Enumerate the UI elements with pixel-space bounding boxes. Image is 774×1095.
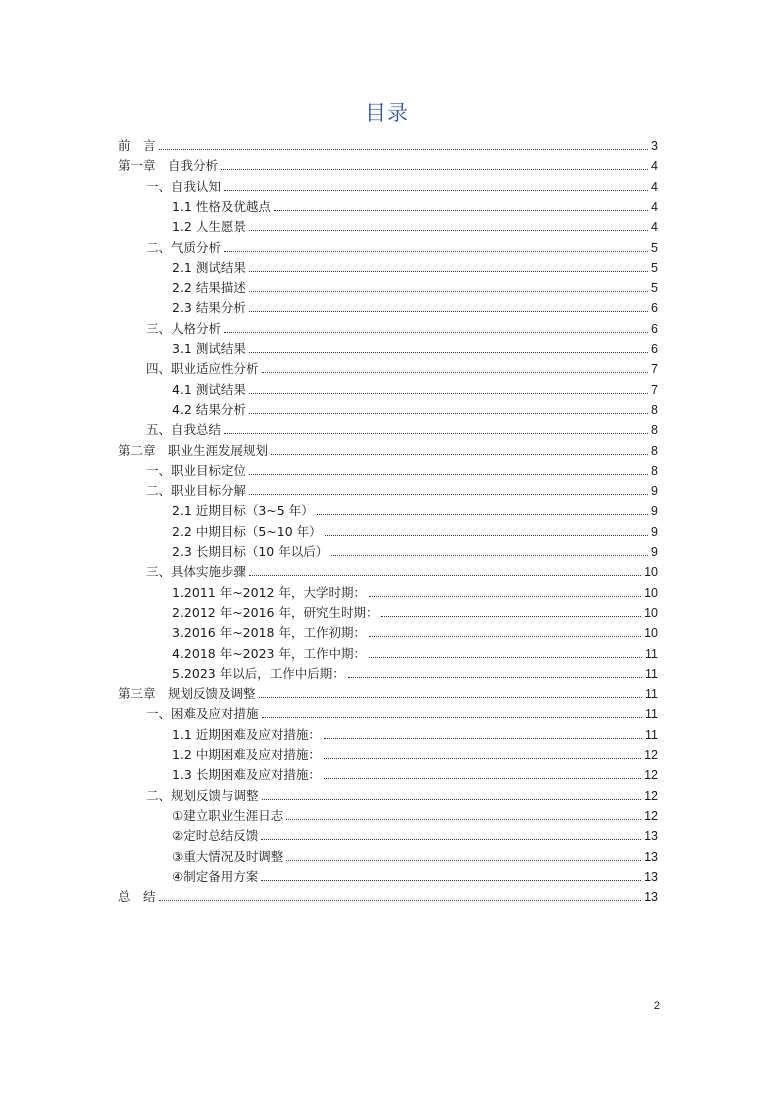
toc-entry[interactable]	[172, 804, 658, 824]
toc-entry-label: ④制定备用方案	[172, 868, 259, 884]
toc-entry-page: 6	[651, 321, 658, 336]
toc-leader-dots	[224, 251, 648, 252]
toc-leader-dots	[221, 169, 648, 170]
toc-entry[interactable]	[172, 540, 658, 560]
toc-leader-dots	[286, 860, 641, 861]
toc-leader-dots	[325, 535, 648, 536]
toc-entry[interactable]	[172, 520, 658, 540]
toc-entry-label: 总 结	[118, 889, 156, 905]
toc-leader-dots	[261, 839, 641, 840]
toc-entry-page: 4	[651, 199, 658, 214]
toc-entry[interactable]	[118, 439, 658, 459]
toc-entry[interactable]	[118, 134, 658, 154]
toc-entry-label: 五、自我总结	[146, 422, 222, 438]
toc-entry-label: 1.2 人生愿景	[172, 219, 246, 235]
toc-entry-page: 4	[651, 179, 658, 194]
toc-entry-page: 13	[644, 829, 658, 844]
toc-entry-page: 8	[651, 402, 658, 417]
toc-leader-dots	[262, 717, 643, 718]
toc-entry-page: 12	[644, 808, 658, 823]
toc-entry-page: 11	[645, 727, 658, 742]
toc-entry[interactable]	[172, 601, 658, 621]
toc-entry-label: 三、人格分析	[146, 320, 222, 336]
toc-entry-page: 5	[651, 281, 658, 296]
toc-entry-page: 5	[651, 260, 658, 275]
toc-entry-label: 5.2023 年以后，工作中后期：	[172, 665, 345, 681]
toc-entry[interactable]	[172, 743, 658, 763]
toc-entry-page: 8	[651, 423, 658, 438]
toc-entry-label: ③重大情况及时调整	[172, 848, 284, 864]
toc-entry-page: 5	[651, 240, 658, 255]
toc-leader-dots	[224, 332, 648, 333]
toc-entry[interactable]	[172, 824, 658, 844]
toc-leader-dots	[249, 494, 648, 495]
toc-entry-page: 11	[645, 646, 658, 661]
toc-leader-dots	[249, 575, 641, 576]
toc-entry-page: 4	[651, 220, 658, 235]
toc-entry[interactable]	[146, 702, 658, 722]
toc-leader-dots	[369, 596, 641, 597]
toc-entry[interactable]	[172, 398, 658, 418]
toc-entry[interactable]	[146, 236, 658, 256]
toc-entry-page: 3	[651, 139, 658, 153]
toc-leader-dots	[261, 880, 641, 881]
toc-entry[interactable]	[172, 642, 658, 662]
toc-title: 目录	[365, 101, 409, 125]
toc-entry[interactable]	[172, 378, 658, 398]
toc-leader-dots	[224, 190, 648, 191]
toc-leader-dots	[159, 900, 642, 901]
toc-leader-dots	[159, 149, 649, 150]
toc-entry-page: 12	[644, 748, 658, 762]
toc-entry[interactable]	[146, 317, 658, 337]
toc-leader-dots	[381, 616, 641, 617]
toc-leader-dots	[249, 291, 648, 292]
toc-entry[interactable]	[146, 175, 658, 195]
toc-entry[interactable]	[146, 459, 658, 479]
toc-entry-page: 13	[644, 869, 658, 884]
toc-leader-dots	[249, 352, 648, 353]
toc-leader-dots	[249, 393, 648, 394]
toc-entry[interactable]	[172, 215, 658, 235]
toc-entry[interactable]	[172, 581, 658, 601]
toc-entry-label: 3.1 测试结果	[172, 341, 246, 356]
toc-entry-page: 10	[644, 585, 658, 600]
toc-entry[interactable]	[172, 256, 658, 276]
toc-leader-dots	[348, 677, 642, 678]
toc-entry-label: 第二章 职业生涯发展规划	[118, 442, 269, 458]
toc-entry[interactable]	[146, 560, 658, 580]
toc-leader-dots	[324, 738, 642, 739]
toc-leader-dots	[369, 657, 642, 658]
toc-leader-dots	[262, 799, 642, 800]
toc-entry-page: 7	[651, 382, 658, 397]
toc-entry-page: 8	[651, 443, 658, 458]
toc-leader-dots	[249, 413, 648, 414]
toc-entry-page: 6	[651, 342, 658, 356]
toc-entry-page: 11	[645, 666, 658, 681]
toc-leader-dots	[369, 636, 641, 637]
toc-entry-label: 一、自我认知	[146, 178, 222, 194]
toc-entry-label: 四、职业适应性分析	[146, 361, 259, 377]
toc-entry-label: 前 言	[118, 138, 156, 153]
toc-entry[interactable]	[146, 479, 658, 499]
toc-entry-page: 10	[644, 626, 658, 641]
toc-entry-label: 4.2018 年~2023 年，工作中期：	[172, 645, 366, 661]
toc-leader-dots	[249, 474, 648, 475]
toc-entry-label: 2.2012 年~2016 年，研究生时期：	[172, 604, 379, 620]
toc-entry[interactable]	[146, 357, 658, 377]
toc-leader-dots	[249, 311, 648, 312]
toc-entry-label: 1.3 长期困难及应对措施：	[172, 767, 321, 783]
toc-entry-page: 10	[644, 565, 658, 580]
toc-entry-page: 7	[651, 362, 658, 377]
toc-entry[interactable]	[118, 682, 658, 702]
toc-entry-page: 8	[651, 463, 658, 478]
toc-entry-page: 11	[645, 707, 658, 722]
toc-entry-label: 一、困难及应对措施	[146, 706, 259, 722]
toc-entry-page: 9	[651, 504, 658, 519]
toc-leader-dots	[286, 819, 641, 820]
toc-entry-label: 2.2 中期目标（5~10 年）	[172, 523, 322, 539]
toc-entry-label: 2.3 长期目标（10 年以后）	[172, 544, 329, 559]
toc-entry[interactable]	[146, 418, 658, 438]
toc-leader-dots	[274, 210, 648, 211]
toc-leader-dots	[324, 758, 641, 759]
toc-entry-label: 第一章 自我分析	[118, 158, 219, 174]
toc-entry-label: ②定时总结反馈	[172, 828, 259, 844]
toc-entry[interactable]	[146, 784, 658, 804]
toc-leader-dots	[249, 271, 648, 272]
toc-entry-page: 13	[644, 849, 658, 864]
toc-entry-label: 三、具体实施步骤	[146, 564, 247, 580]
toc-entry[interactable]	[118, 154, 658, 174]
toc-entry-label: 二、职业目标分解	[146, 483, 247, 499]
toc-leader-dots	[259, 697, 643, 698]
toc-entry-page: 12	[644, 768, 658, 783]
toc-entry-label: 1.1 近期困难及应对措施：	[172, 726, 321, 742]
toc-entry-label: 3.2016 年~2018 年，工作初期：	[172, 625, 366, 641]
toc-entry-label: 2.2 结果描述	[172, 280, 246, 296]
toc-entry[interactable]	[172, 195, 658, 215]
toc-leader-dots	[317, 514, 648, 515]
toc-entry-page: 9	[651, 524, 658, 539]
toc-entry[interactable]	[172, 662, 658, 682]
toc-leader-dots	[249, 230, 648, 231]
toc-entry[interactable]	[118, 885, 658, 905]
toc-entry-label: 一、职业目标定位	[146, 462, 247, 478]
toc-entry-label: 4.1 测试结果	[172, 381, 246, 397]
toc-entry[interactable]	[172, 621, 658, 641]
toc-entry-label: ①建立职业生涯日志	[172, 807, 284, 823]
toc-entry[interactable]	[172, 723, 658, 743]
toc-entry-label: 1.1 性格及优越点	[172, 198, 271, 214]
toc-entry[interactable]	[172, 337, 658, 357]
toc-entry-label: 4.2 结果分析	[172, 401, 246, 417]
toc-entry-page: 12	[644, 788, 658, 803]
toc-entry[interactable]	[172, 763, 658, 783]
toc-entry-label: 1.2011 年~2012 年，大学时期：	[172, 584, 366, 600]
toc-leader-dots	[271, 454, 648, 455]
toc-entry-page: 6	[651, 301, 658, 316]
toc-entry-label: 二、气质分析	[146, 239, 222, 255]
toc-entry-label: 1.2 中期困难及应对措施：	[172, 747, 321, 762]
toc-entry-label: 2.3 结果分析	[172, 300, 246, 316]
toc-leader-dots	[324, 778, 641, 779]
toc-entry[interactable]	[172, 865, 658, 885]
toc-leader-dots	[262, 372, 649, 373]
toc-entry[interactable]	[172, 276, 658, 296]
toc-entry-label: 第三章 规划反馈及调整	[118, 686, 256, 702]
toc-entry-label: 2.1 测试结果	[172, 259, 246, 275]
toc-entry-page: 10	[644, 605, 658, 620]
toc-leader-dots	[224, 433, 648, 434]
toc-entry-label: 二、规划反馈与调整	[146, 787, 259, 803]
toc-entry-label: 2.1 近期目标（3~5 年）	[172, 503, 314, 519]
toc-entry-page: 11	[645, 687, 658, 702]
page-number: 2	[653, 1000, 660, 1012]
toc-entry-page: 4	[651, 159, 658, 174]
toc-entry-page: 13	[644, 890, 658, 905]
toc-leader-dots	[331, 555, 648, 556]
toc-entry[interactable]	[172, 296, 658, 316]
toc-entry[interactable]	[172, 845, 658, 865]
toc-entry-page: 9	[651, 545, 658, 559]
toc-entry[interactable]	[172, 499, 658, 519]
toc-entry-page: 9	[651, 484, 658, 499]
